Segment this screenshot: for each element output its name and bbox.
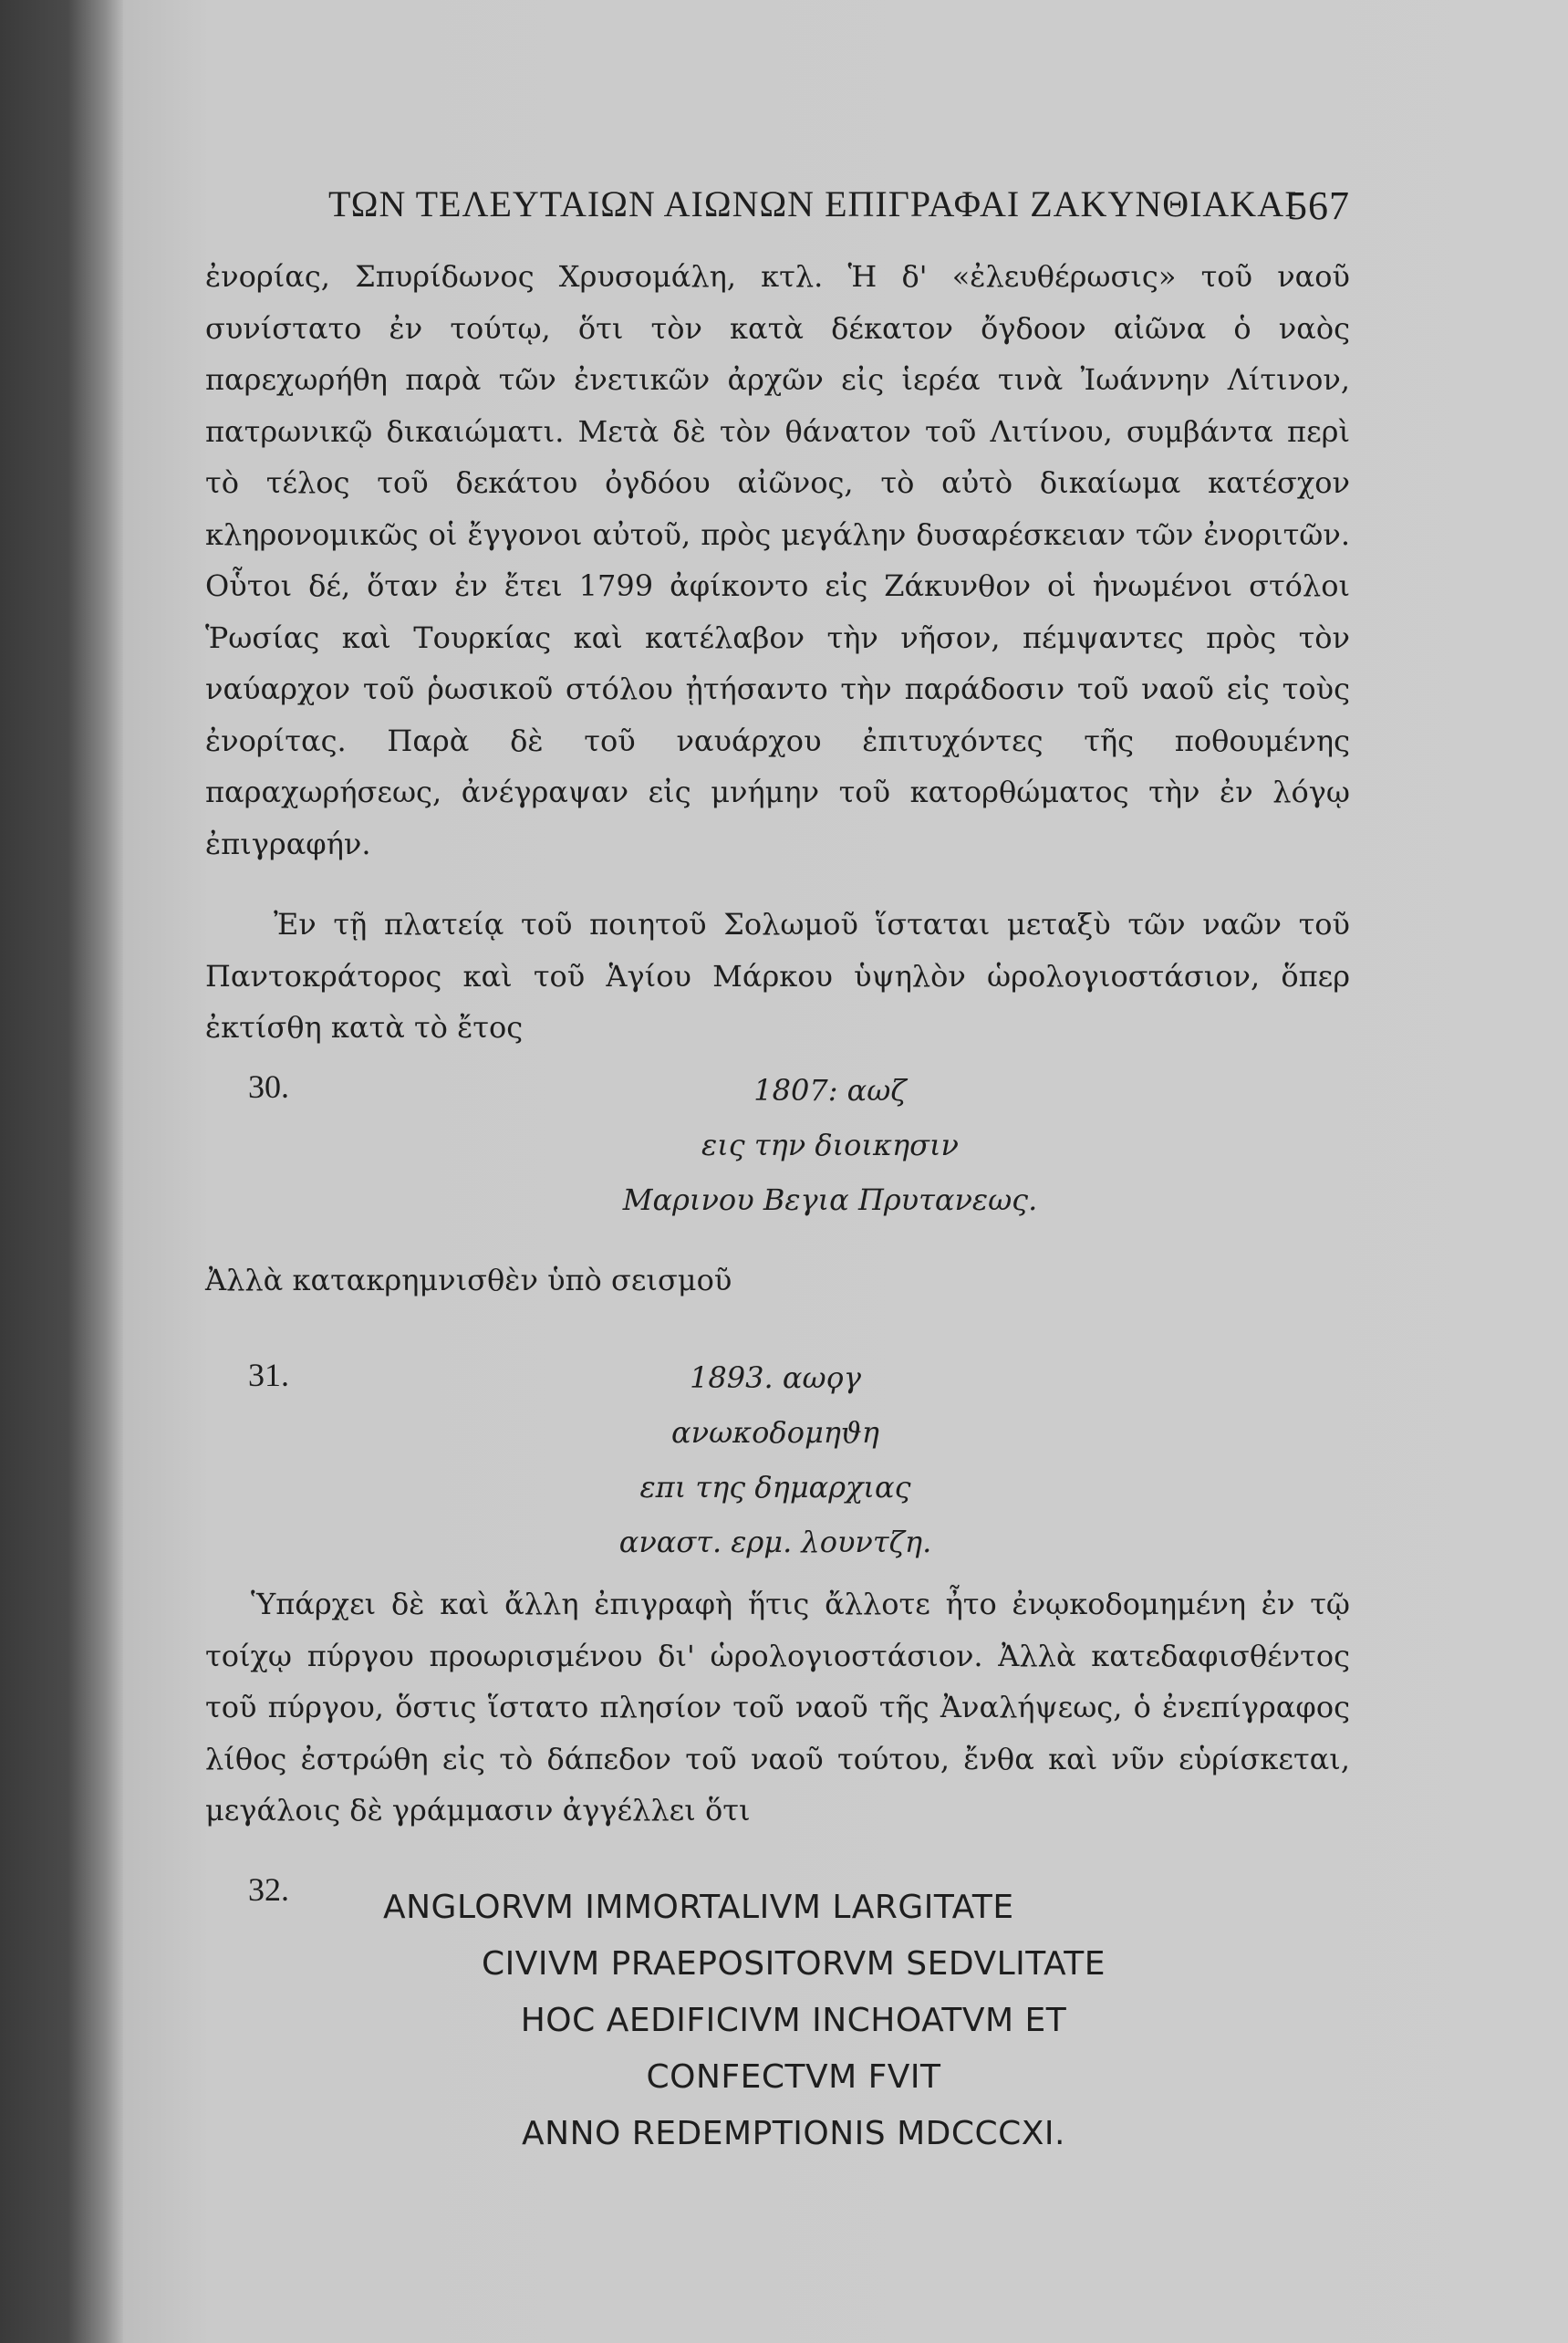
inscription-32-line: HOC AEDIFICIVM INCHOATVM ET	[520, 2002, 1067, 2039]
inscription-32	[356, 1880, 1231, 2162]
inscription-30-number: 30.	[248, 1068, 289, 1105]
header-title: ΤΩΝ ΤΕΛΕΥΤΑΙΩΝ ΑΙΩΝΩΝ ΕΠΙΓΡΑΦΑΙ ΖΑΚΥΝΘΙΑΚΑΙ	[328, 183, 1298, 224]
inscription-30-line: 1807: αωζ	[753, 1073, 907, 1108]
inscription-32-number: 32.	[248, 1871, 289, 1908]
inscription-30-line: Μαρινου Βεγια Πρυτανεως.	[622, 1182, 1038, 1217]
inscription-30-line: εις την διοικησιν	[701, 1128, 959, 1162]
page-number: 567	[1287, 183, 1350, 228]
paragraph-3: Ἀλλὰ κατακρημνισθὲν ὑπὸ σεισμοῦ	[205, 1263, 732, 1297]
inscription-31-line: επι της δημαρχιας	[639, 1470, 911, 1505]
inscription-31	[456, 1350, 1095, 1569]
inscription-32-line: CIVIVM PRAEPOSITORVM SEDVLITATE	[481, 1945, 1106, 1983]
inscription-32-line: ANGLORVM IMMORTALIVM LARGITATE	[383, 1889, 1014, 1926]
running-header	[328, 182, 1350, 237]
inscription-32-line: CONFECTVM FVIT	[646, 2058, 941, 2096]
paragraph-1: ἐνορίας, Σπυρίδωνος Χρυσομάλη, κτλ. Ἡ δ' «ἐλευθέρωσις» τοῦ ναοῦ συνίστατο ἐν τούτῳ, ὅτι τὸν κατὰ δέκατον ὄγδοον αἰῶνα ὁ ναὸς παρεχωρήθη παρὰ τῶν ἐνετικῶν ἀρχῶν εἰς ἱερέα τινὰ Ἰωάννην Λίτινον, πατρωνικῷ δικαιώματι. Μετὰ δὲ τὸν θάνατον τοῦ Λιτίνου, συμβάντα περὶ τὸ τέλος τοῦ δεκάτου ὀγδόου αἰῶνος, τὸ αὐτὸ δικαίωμα κατέσχον κληρονομικῶς οἱ ἔγγονοι αὐτοῦ, πρὸς μεγάλην δυσαρέσκειαν τῶν ἐνοριτῶν. Οὗτοι δέ, ὅταν ἐν ἔτει 1799 ἀφίκοντο εἰς Ζάκυνθον οἱ ἡνωμένοι στόλοι Ῥωσίας καὶ Τουρκίας καὶ κατέλαβον τὴν νῆσον, πέμψαντες πρὸς τὸν ναύαρχον τοῦ ῥωσικοῦ στόλου ᾐτήσαντο τὴν παράδοσιν τοῦ ναοῦ εἰς τοὺς ἐνορίτας. Παρὰ δὲ τοῦ ναυάρχου ἐπιτυχόντες τῆς ποθουμένης παραχωρήσεως, ἀνέγραψαν εἰς μνήμην τοῦ κατορθώματος τὴν ἐν λόγῳ ἐπιγραφήν.	[205, 259, 1350, 861]
paragraph-2: Ἐν τῇ πλατείᾳ τοῦ ποιητοῦ Σολωμοῦ ἵσταται μεταξὺ τῶν ναῶν τοῦ Παντοκράτορος καὶ τοῦ Ἁγίου Μάρκου ὑψηλὸν ὡρολογιοστάσιον, ὅπερ ἐκτίσθη κατὰ τὸ ἔτος	[205, 907, 1350, 1045]
inscription-31-number: 31.	[248, 1357, 289, 1393]
inscription-31-line: αναστ. ερμ. λουντζη.	[618, 1525, 932, 1559]
inscription-31-line: ανωκοδομηϑη	[671, 1415, 879, 1450]
paragraph-4: Ὑπάρχει δὲ καὶ ἄλλη ἐπιγραφὴ ἥτις ἄλλοτε ἦτο ἐνῳκοδομημένη ἐν τῷ τοίχῳ πύργου προωρισμένου δι' ὡρολογιοστάσιον. Ἀλλὰ κατεδαφισθέντος τοῦ πύργου, ὅστις ἵστατο πλησίον τοῦ ναοῦ τῆς Ἀναλήψεως, ὁ ἐνεπίγραφος λίθος ἐστρώθη εἰς τὸ δάπεδον τοῦ ναοῦ τούτου, ἔνθα καὶ νῦν εὑρίσκεται, μεγάλοις δὲ γράμμασιν ἀγγέλλει ὅτι	[205, 1587, 1350, 1828]
inscription-32-line: ANNO REDEMPTIONIS MDCCCXI.	[522, 2115, 1065, 2152]
inscription-30	[511, 1063, 1149, 1227]
book-spine-shadow	[0, 0, 123, 2343]
inscription-31-line: 1893. αωϙγ	[690, 1360, 861, 1395]
